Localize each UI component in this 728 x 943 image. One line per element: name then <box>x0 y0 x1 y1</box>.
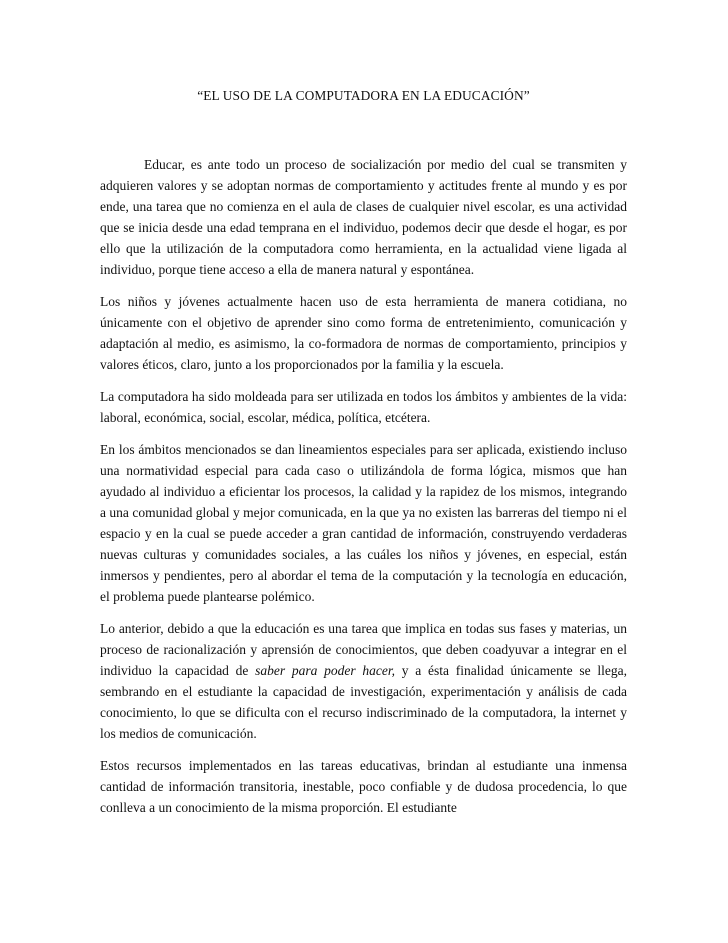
paragraph-6: Estos recursos implementados en las tareas educativas, brindan al estudiante una inmensa cantidad de información transitoria, inestable, poco confiable y de dudosa procedencia, lo que conlleva a un conocimiento de la misma proporción. El estudiante <box>100 758 627 815</box>
paragraph-2: Los niños y jóvenes actualmente hacen uso de esta herramienta de manera cotidiana, no únicamente con el objetivo de aprender sino como forma de entretenimiento, comunicación y adaptación al medio, es asimismo, la co-formadora de normas de comportamiento, principios y valores éticos, claro, junto a los proporcionados por la familia y la escuela. <box>100 294 627 372</box>
paragraph-5 <box>100 618 627 744</box>
paragraph-1: Educar, es ante todo un proceso de socialización por medio del cual se transmiten y adquieren valores y se adoptan normas de comportamiento y actitudes frente al mundo y es por ende, una tarea que no comienza en el aula de clases de cualquier nivel escolar, es una actividad que se inicia desde una edad temprana en el individuo, podemos decir que desde el hogar, es por ello que la utilización de la computadora como herramienta, en la actualidad viene ligada al individuo, porque tiene acceso a ella de manera natural y espontánea. <box>100 157 627 277</box>
paragraph-4: En los ámbitos mencionados se dan lineamientos especiales para ser aplicada, existiendo incluso una normatividad especial para cada caso o utilizándola de forma lógica, mismos que han ayudado al individuo a eficientar los procesos, la calidad y la rapidez de los mismos, integrando a una comunidad global y mejor comunicada, en la que ya no existen las barreras del tiempo ni el espacio y en la cual se puede acceder a gran cantidad de información, construyendo verdaderas nuevas culturas y comunidades sociales, a las cuáles los niños y jóvenes, en especial, están inmersos y pendientes, pero al abordar el tema de la computación y la tecnología en educación, el problema puede plantearse polémico. <box>100 442 627 604</box>
document-title: “EL USO DE LA COMPUTADORA EN LA EDUCACIÓN” <box>197 88 530 103</box>
paragraph-3: La computadora ha sido moldeada para ser utilizada en todos los ámbitos y ambientes de la vida: laboral, económica, social, escolar, médica, política, etcétera. <box>100 389 627 425</box>
paragraph-5-text-after: y a ésta finalidad únicamente se llega, sembrando en el estudiante la capacidad de investigación, experimentación y análisis de cada conocimiento, lo que se dificulta con el recurso indiscriminado de la computadora, la internet y los medios de comunicación. <box>100 663 627 741</box>
paragraph-5-text-before: Lo anterior, debido a que la educación es una tarea que implica en todas sus fases y materias, un proceso de racionalización y aprensión de conocimientos, que deben coadyuvar a integrar en el individuo la capacidad de <box>100 621 627 678</box>
paragraph-5-emphasis: saber para poder hacer, <box>255 663 396 678</box>
